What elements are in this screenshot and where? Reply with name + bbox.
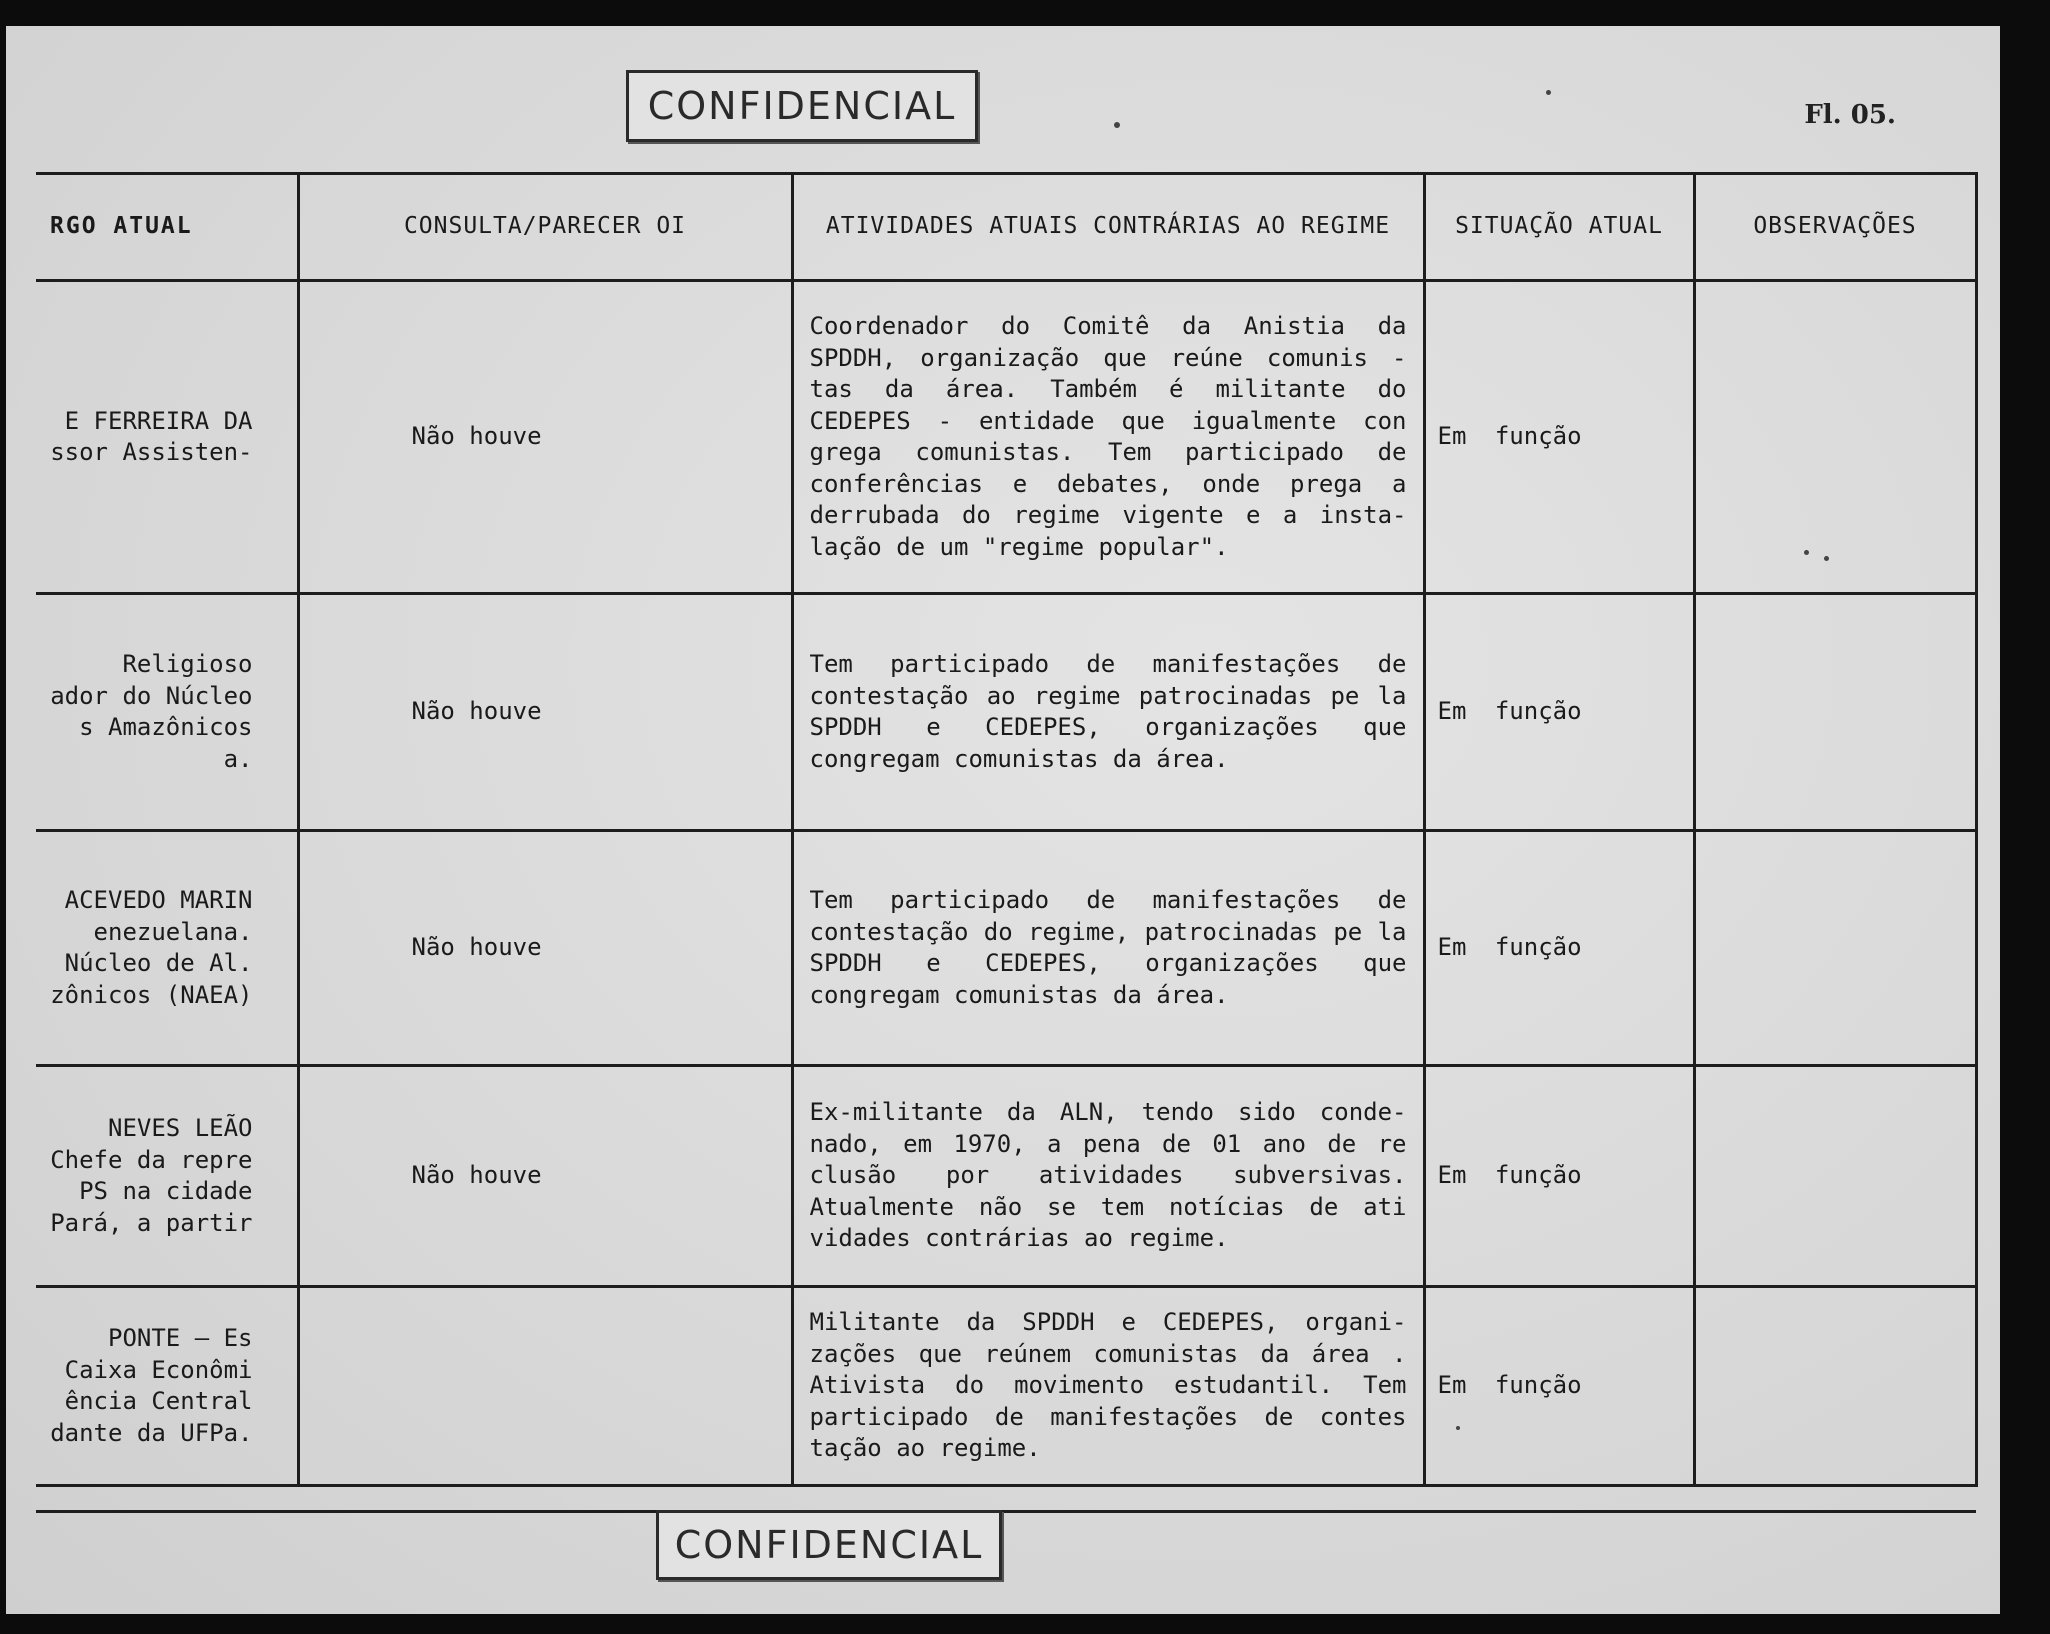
table-header-row xyxy=(36,174,1976,281)
table-row xyxy=(36,1287,1976,1486)
cargo-cell: ACEVEDO MARIN enezuelana. Núcleo de Al. zônicos (NAEA) xyxy=(36,831,298,1066)
table-row xyxy=(36,281,1976,594)
situacao-cell: Em função xyxy=(1424,1287,1694,1486)
atividades-cell: Coordenador do Comitê da Anistia da SPDDH, organização que reúne comunis - tas da área. Também é militante do CEDEPES - entidade que igualmente con grega comunistas. Tem participado de conferências e debates, onde prega a derrubada do regime vigente e a insta- lação de um "regime popular". xyxy=(792,281,1424,594)
atividades-cell: Tem participado de manifestações de contestação ao regime patrocinadas pe la SPDDH e CEDEPES, organizações que congregam comunistas da área. xyxy=(792,594,1424,831)
col-header-atividades: ATIVIDADES ATUAIS CONTRÁRIAS AO REGIME xyxy=(792,174,1424,281)
consulta-cell: Não houve xyxy=(298,831,792,1066)
observacoes-cell xyxy=(1694,1287,1976,1486)
consulta-cell: Não houve xyxy=(298,1066,792,1287)
confidential-stamp-top: CONFIDENCIAL xyxy=(626,70,978,142)
scan-speck xyxy=(1546,90,1551,95)
consulta-cell xyxy=(298,1287,792,1486)
table-row xyxy=(36,1066,1976,1287)
records-table xyxy=(36,172,1978,1487)
observacoes-cell xyxy=(1694,594,1976,831)
col-header-observacoes: OBSERVAÇÕES xyxy=(1694,174,1976,281)
consulta-cell: Não houve xyxy=(298,594,792,831)
scan-speck xyxy=(1824,556,1829,561)
atividades-cell: Tem participado de manifestações de contestação do regime, patrocinadas pe la SPDDH e CEDEPES, organizações que congregam comunistas da área. xyxy=(792,831,1424,1066)
scan-speck xyxy=(1456,1426,1460,1430)
situacao-cell: Em função xyxy=(1424,1066,1694,1287)
situacao-cell: Em função xyxy=(1424,281,1694,594)
folio-number: Fl. 05. xyxy=(1804,100,1896,130)
confidential-stamp-bottom: CONFIDENCIAL xyxy=(656,1510,1002,1580)
situacao-cell: Em função xyxy=(1424,594,1694,831)
table-row xyxy=(36,831,1976,1066)
document-page xyxy=(6,26,2000,1614)
observacoes-cell xyxy=(1694,1066,1976,1287)
consulta-cell: Não houve xyxy=(298,281,792,594)
observacoes-cell xyxy=(1694,831,1976,1066)
scan-speck xyxy=(1804,550,1809,555)
atividades-cell: Militante da SPDDH e CEDEPES, organi- zações que reúnem comunistas da área . Ativista do movimento estudantil. Tem participado de manifestações de contes tação ao regime. xyxy=(792,1287,1424,1486)
col-header-consulta: CONSULTA/PARECER OI xyxy=(298,174,792,281)
situacao-cell: Em função xyxy=(1424,831,1694,1066)
cargo-cell: NEVES LEÃO Chefe da repre PS na cidade Pará, a partir xyxy=(36,1066,298,1287)
table-row xyxy=(36,594,1976,831)
atividades-cell: Ex-militante da ALN, tendo sido conde- nado, em 1970, a pena de 01 ano de re clusão por atividades subversivas. Atualmente não se tem notícias de ati vidades contrárias ao regime. xyxy=(792,1066,1424,1287)
observacoes-cell xyxy=(1694,281,1976,594)
table-bottom-rule xyxy=(36,1510,1976,1513)
scan-speck xyxy=(1114,122,1120,128)
cargo-cell: Religioso ador do Núcleo s Amazônicos a. xyxy=(36,594,298,831)
col-header-cargo: RGO ATUAL xyxy=(36,174,298,281)
cargo-cell: E FERREIRA DA ssor Assisten- xyxy=(36,281,298,594)
col-header-situacao: SITUAÇÃO ATUAL xyxy=(1424,174,1694,281)
cargo-cell: PONTE — Es Caixa Econômi ência Central dante da UFPa. xyxy=(36,1287,298,1486)
